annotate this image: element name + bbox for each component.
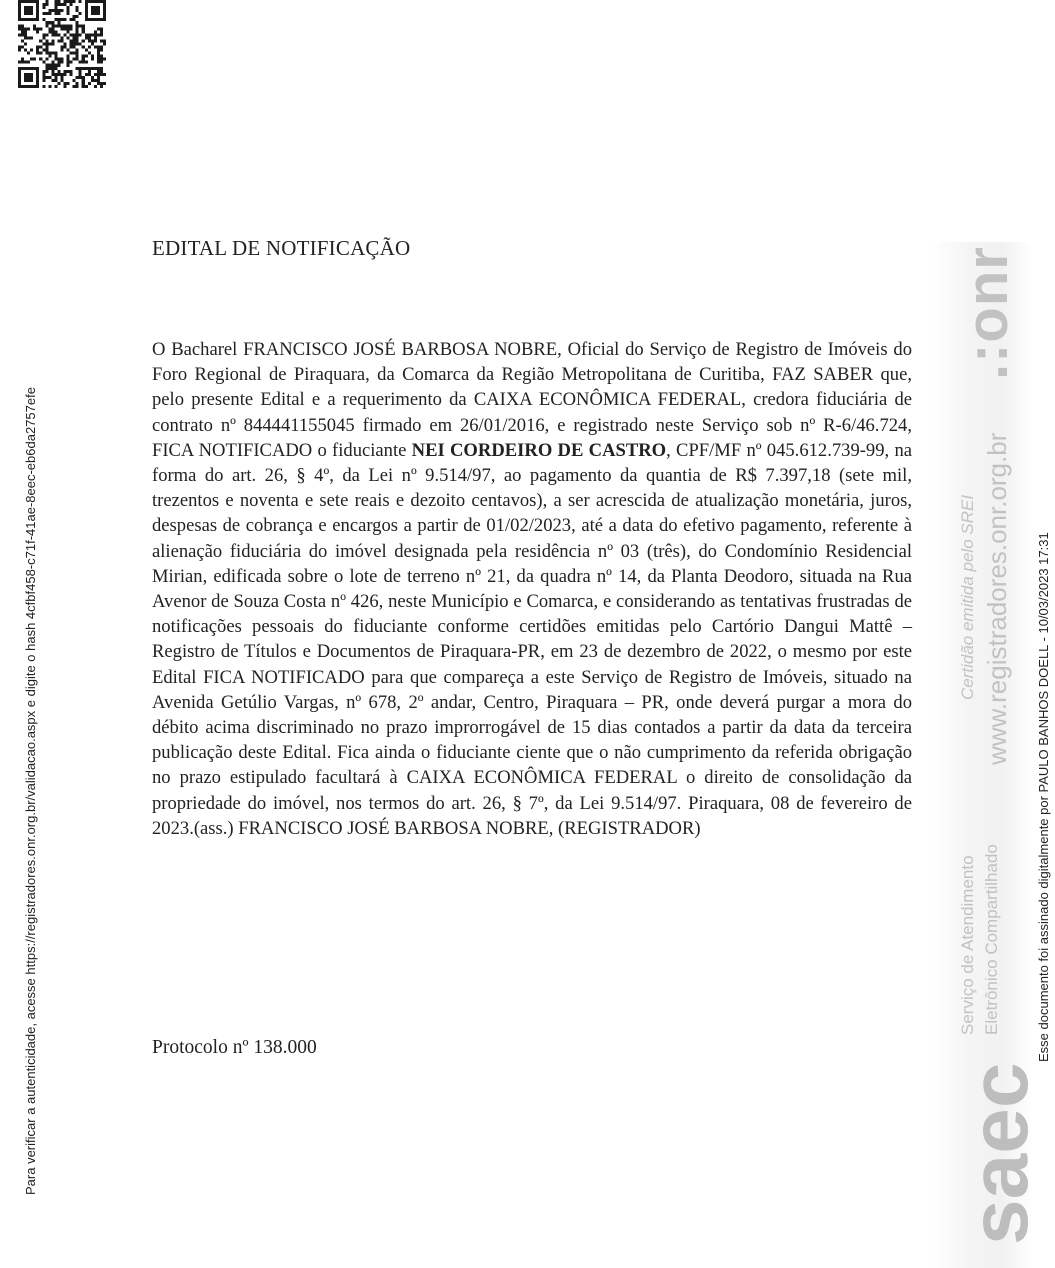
edital-body <box>152 337 912 841</box>
registradores-url-watermark: www.registradores.onr.org.br <box>982 432 1012 765</box>
saec-logo-watermark: saec <box>954 1062 1045 1245</box>
onr-logo-watermark: .:onr <box>955 246 1020 380</box>
fiduciante-name: NEI CORDEIRO DE CASTRO <box>411 439 667 461</box>
servico-atendimento-watermark: Serviço de Atendimento <box>958 855 977 1035</box>
protocol-number: Protocolo nº 138.000 <box>152 1037 317 1058</box>
body-text-part1: O Bacharel FRANCISCO JOSÉ BARBOSA NOBRE, Oficial do Serviço de Registro de Imóveis do Foro Regional de Piraquara, da Comarca da Região Metropolitana de Curitiba, FAZ SABER que, pelo presente Edital e a requerimento da CAIXA ECONÔMICA FEDERAL, credora fiduciária de contrato nº 844441155045 firmado em 26/01/2016, e registrado neste Serviço sob nº R-6/46.724, FICA NOTIFICADO o fiduciante <box>152 339 912 461</box>
eletronico-compartilhado-watermark: Eletrônico Compartilhado <box>982 844 1001 1035</box>
verification-note: Para verificar a autenticidade, acesse https://registradores.onr.org.br/validacao.aspx e digite o hash 4cfbf458-c71f-41ae-8eec-eb6da2757efe <box>23 387 38 1195</box>
digital-signature-note: Esse documento foi assinado digitalmente por PAULO BANHOS DOELL - 10/03/2023 17:31 <box>1036 532 1051 1062</box>
qr-code <box>18 0 106 88</box>
body-text-part2: , CPF/MF nº 045.612.739-99, na forma do art. 26, § 4º, da Lei nº 9.514/97, ao pagamento da quantia de R$ 7.397,18 (sete mil, trezentos e noventa e sete reais e dezoito centavos), a ser acrescida de atualização monetária, juros, despesas de cobrança e encargos a partir de 01/02/2023, até a data do efetivo pagamento, referente à alienação fiduciária do imóvel designada pela residência nº 03 (três), do Condomínio Residencial Mirian, edificada sobre o lote de terreno nº 21, da quadra nº 14, da Planta Deodoro, situada na Rua Avenor de Souza Costa nº 426, neste Município e Comarca, e considerando as tentativas frustradas de notificações pessoais do fiduciante conforme certidões emitidas pelo Cartório Dangui Mattê – Registro de Títulos e Documentos de Piraquara-PR, em 23 de dezembro de 2022, o mesmo por este Edital FICA NOTIFICADO para que compareça a este Serviço de Registro de Imóveis, situado na Avenida Getúlio Vargas, nº 678, 2º andar, Centro, Piraquara – PR, onde deverá purgar a mora do débito acima discriminado no prazo improrrogável de 15 dias contados a partir da data da terceira publicação deste Edital. Fica ainda o fiduciante ciente que o não cumprimento da referida obrigação no prazo estipulado facultará à CAIXA ECONÔMICA FEDERAL o direito de consolidação da propriedade do imóvel, nos termos do art. 26, § 7º, da Lei 9.514/97. Piraquara, 08 de fevereiro de 2023.(ass.) FRANCISCO JOSÉ BARBOSA NOBRE, (REGISTRADOR) <box>152 439 912 839</box>
document-title: EDITAL DE NOTIFICAÇÃO <box>152 236 411 260</box>
certidao-watermark: Certidão emitida pelo SREI <box>958 494 977 700</box>
